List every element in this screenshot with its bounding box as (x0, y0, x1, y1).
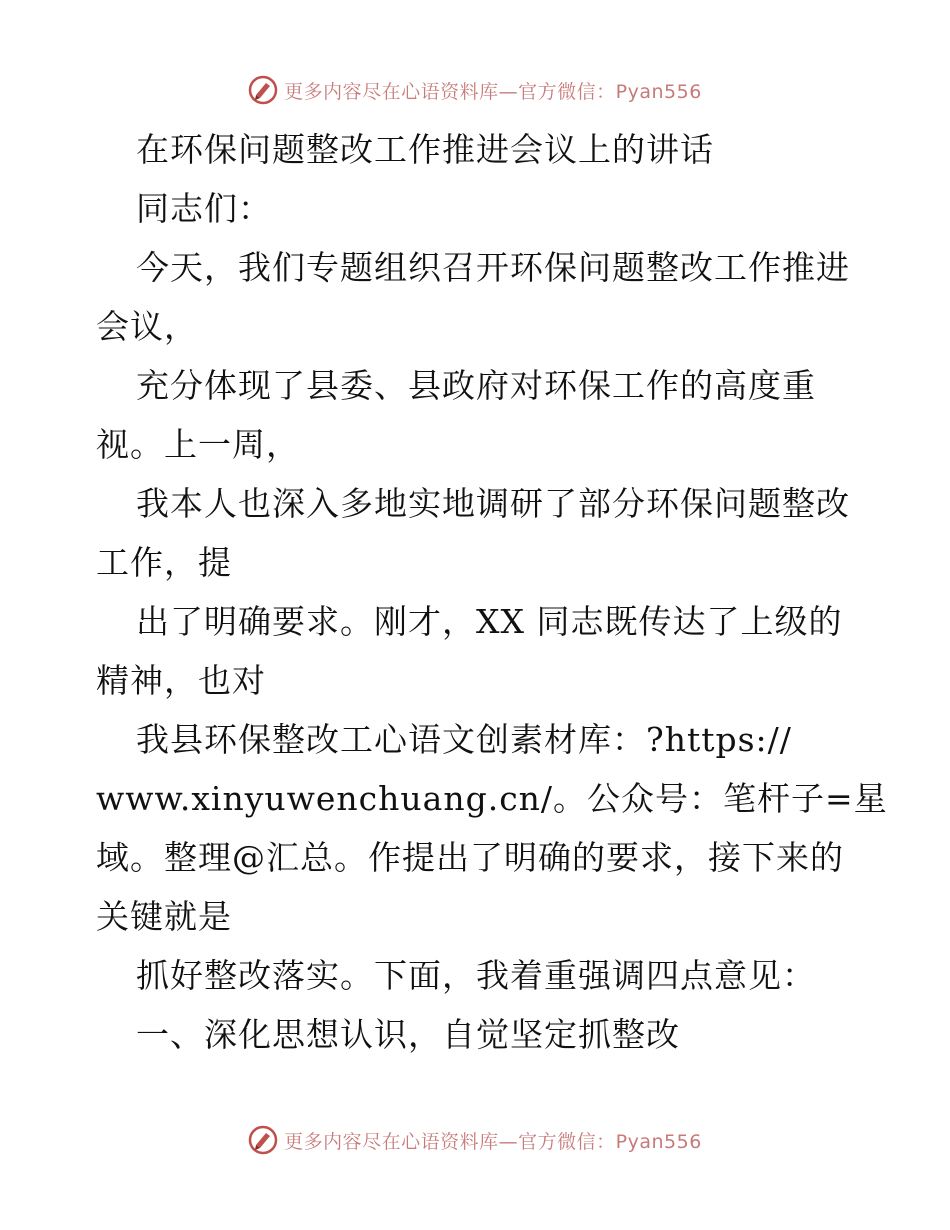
pen-logo-icon (248, 1125, 278, 1155)
pen-logo-icon (248, 75, 278, 105)
doc-line: 出了明确要求。刚才，XX 同志既传达了上级的 (136, 602, 843, 641)
doc-line: 充分体现了县委、县政府对环保工作的高度重 (136, 366, 816, 405)
doc-line: 今天，我们专题组织召开环保问题整改工作推进 (136, 248, 850, 287)
doc-line: www.xinyuwenchuang.cn/。公众号：笔杆子=星 (96, 779, 888, 818)
banner-text: 更多内容尽在心语资料库—官方微信：Pyan556 (284, 1130, 702, 1153)
doc-line: 同志们： (136, 189, 272, 228)
doc-line: 域。整理@汇总。作提出了明确的要求，接下来的 (96, 838, 844, 877)
doc-title: 在环保问题整改工作推进会议上的讲话 (136, 130, 714, 169)
section-heading: 一、深化思想认识，自觉坚定抓整改 (136, 1015, 680, 1054)
doc-line: 工作，提 (96, 543, 232, 582)
document-body (96, 120, 888, 1064)
footer-watermark-banner (0, 1120, 950, 1160)
banner-text: 更多内容尽在心语资料库—官方微信：Pyan556 (284, 80, 702, 103)
doc-line: 我本人也深入多地实地调研了部分环保问题整改 (136, 484, 850, 523)
doc-line: 关键就是 (96, 897, 232, 936)
header-watermark-banner (0, 70, 950, 110)
doc-line: 视。上一周， (96, 425, 300, 464)
doc-line: 抓好整改落实。下面，我着重强调四点意见： (136, 956, 816, 995)
doc-line: 会议， (96, 307, 198, 346)
doc-line: 我县环保整改工心语文创素材库：?https:// (136, 720, 792, 759)
doc-line: 精神，也对 (96, 661, 266, 700)
